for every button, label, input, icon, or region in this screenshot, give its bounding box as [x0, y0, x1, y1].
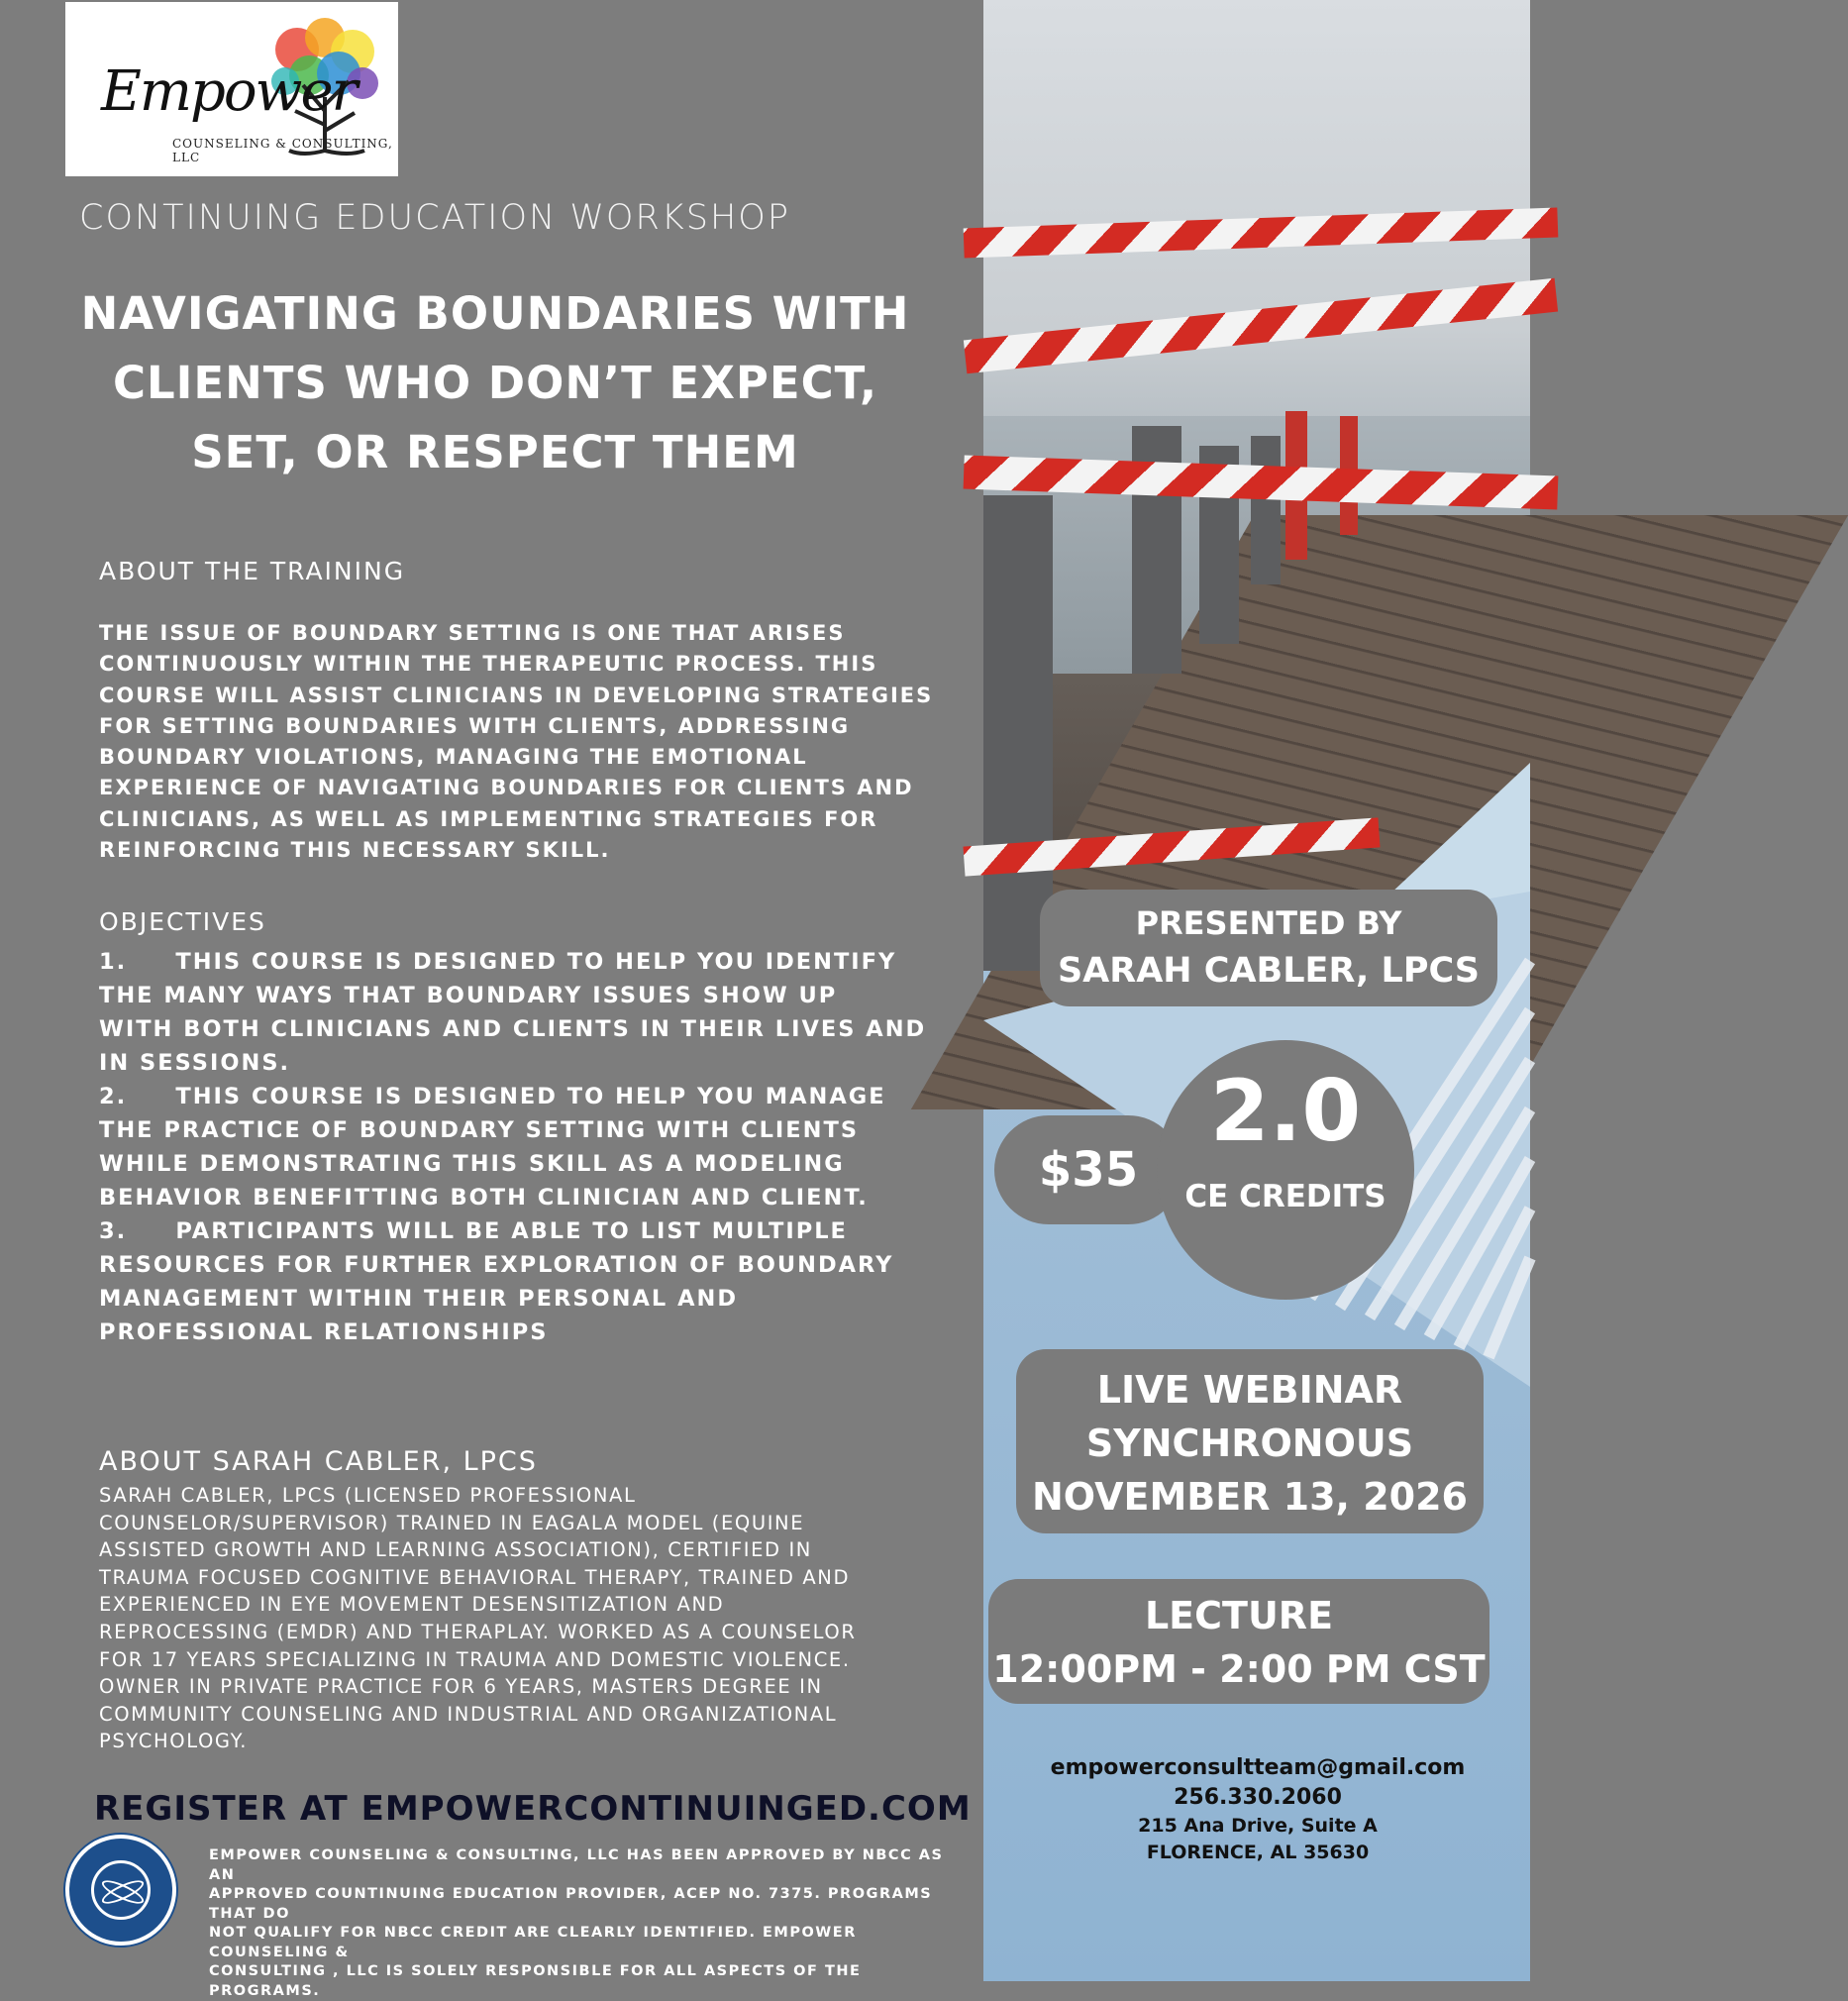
presenter-name: SARAH CABLER, LPCS: [1057, 951, 1481, 991]
text-line: FOR SETTING BOUNDARIES WITH CLIENTS, ADDRESSING: [99, 713, 851, 738]
text-line: PROFESSIONAL RELATIONSHIPS: [99, 1319, 549, 1345]
title-line: SET, OR RESPECT THEM: [191, 426, 799, 478]
about-training-heading: ABOUT THE TRAINING: [99, 557, 406, 585]
ce-credits-badge: [1157, 1040, 1414, 1300]
text-line: EXPERIENCE OF NAVIGATING BOUNDARIES FOR CLIENTS AND: [99, 776, 914, 800]
text-line: CLINICIANS, AS WELL AS IMPLEMENTING STRATEGIES FOR: [99, 806, 878, 831]
text-line: THE MANY WAYS THAT BOUNDARY ISSUES SHOW UP: [99, 983, 838, 1008]
about-presenter-heading: ABOUT SARAH CABLER, LPCS: [99, 1446, 538, 1477]
text-line: COUNSELOR/SUPERVISOR) TRAINED IN EAGALA MODEL (EQUINE: [99, 1511, 805, 1534]
contact-phone[interactable]: 256.330.2060: [1174, 1785, 1342, 1810]
text-line: 3. PARTICIPANTS WILL BE ABLE TO LIST MULTIPLE: [99, 1218, 848, 1244]
text-line: OWNER IN PRIVATE PRACTICE FOR 6 YEARS, MASTERS DEGREE IN: [99, 1675, 823, 1699]
nbcc-seal-icon: [65, 1835, 176, 1946]
text-line: REPROCESSING (EMDR) AND THERAPLAY. WORKED AS A COUNSELOR: [99, 1620, 857, 1643]
text-line: WITH BOTH CLINICIANS AND CLIENTS IN THEIR LIVES AND: [99, 1016, 927, 1042]
webinar-line: SYNCHRONOUS: [1085, 1422, 1414, 1465]
lecture-badge: [988, 1579, 1489, 1704]
lecture-time: 12:00PM - 2:00 PM CST: [992, 1647, 1486, 1691]
objectives-list: [99, 945, 961, 1349]
price-badge: $35: [994, 1115, 1182, 1224]
text-line: CONTINUOUSLY WITHIN THE THERAPEUTIC PROCESS. THIS: [99, 652, 878, 677]
workshop-eyebrow: CONTINUING EDUCATION WORKSHOP: [79, 198, 790, 238]
about-training-body: [99, 618, 951, 866]
presented-by-label: PRESENTED BY: [1135, 904, 1402, 942]
webinar-line: LIVE WEBINAR: [1096, 1368, 1403, 1412]
text-line: IN SESSIONS.: [99, 1050, 291, 1076]
lecture-label: LECTURE: [1144, 1594, 1334, 1637]
contact-address-line2: FLORENCE, AL 35630: [1146, 1842, 1370, 1863]
webinar-date: NOVEMBER 13, 2026: [1032, 1475, 1468, 1519]
presenter-bio: [99, 1482, 951, 1755]
ce-credits-label: CE CREDITS: [1184, 1179, 1386, 1214]
text-line: THE PRACTICE OF BOUNDARY SETTING WITH CLIENTS: [99, 1117, 860, 1143]
text-line: FOR 17 YEARS SPECIALIZING IN TRAUMA AND DOMESTIC VIOLENCE.: [99, 1647, 851, 1671]
text-line: BOUNDARY VIOLATIONS, MANAGING THE EMOTIONAL: [99, 745, 808, 770]
text-line: 2. THIS COURSE IS DESIGNED TO HELP YOU MANAGE: [99, 1084, 886, 1109]
text-line: ASSISTED GROWTH AND LEARNING ASSOCIATION), CERTIFIED IN: [99, 1538, 812, 1562]
text-line: WHILE DEMONSTRATING THIS SKILL AS A MODELING: [99, 1151, 845, 1177]
contact-email[interactable]: empowerconsultteam@gmail.com: [1050, 1755, 1466, 1780]
text-line: RESOURCES FOR FURTHER EXPLORATION OF BOUNDARY: [99, 1252, 894, 1278]
objectives-heading: OBJECTIVES: [99, 907, 266, 936]
text-line: BEHAVIOR BENEFITTING BOTH CLINICIAN AND CLIENT.: [99, 1185, 869, 1211]
text-line: REINFORCING THIS NECESSARY SKILL.: [99, 838, 611, 863]
text-line: COURSE WILL ASSIST CLINICIANS IN DEVELOPING STRATEGIES: [99, 683, 934, 707]
logo-subtitle: COUNSELING & CONSULTING, LLC: [172, 137, 393, 164]
logo-wordmark: Empower: [101, 59, 357, 124]
text-line: APPROVED COUNTINUING EDUCATION PROVIDER, ACEP NO. 7375. PROGRAMS THAT DO: [209, 1886, 933, 1922]
text-line: COMMUNITY COUNSELING AND INDUSTRIAL AND ORGANIZATIONAL: [99, 1702, 838, 1726]
title-line: CLIENTS WHO DON’T EXPECT,: [112, 357, 878, 409]
globe-icon: [91, 1860, 151, 1920]
register-link[interactable]: REGISTER AT EMPOWERCONTINUINGED.COM: [94, 1789, 972, 1829]
workshop-title: [40, 279, 951, 487]
text-line: TRAUMA FOCUSED COGNITIVE BEHAVIORAL THERAPY, TRAINED AND: [99, 1565, 851, 1589]
presented-by-badge: [1040, 890, 1497, 1006]
empower-logo: [65, 2, 398, 176]
text-line: 1. THIS COURSE IS DESIGNED TO HELP YOU IDENTIFY: [99, 949, 897, 975]
title-line: NAVIGATING BOUNDARIES WITH: [80, 287, 910, 340]
text-line: EXPERIENCED IN EYE MOVEMENT DESENSITIZATION AND: [99, 1593, 725, 1617]
webinar-badge: [1016, 1349, 1484, 1533]
text-line: MANAGEMENT WITHIN THEIR PERSONAL AND: [99, 1286, 738, 1312]
contact-info: [990, 1753, 1525, 1866]
text-line: CONSULTING , LLC IS SOLELY RESPONSIBLE FOR ALL ASPECTS OF THE PROGRAMS.: [209, 1963, 862, 1999]
text-line: THE ISSUE OF BOUNDARY SETTING IS ONE THAT ARISES: [99, 621, 846, 645]
contact-address-line1: 215 Ana Drive, Suite A: [1138, 1815, 1378, 1837]
nbcc-disclaimer: [209, 1846, 962, 2001]
text-line: SARAH CABLER, LPCS (LICENSED PROFESSIONAL: [99, 1484, 637, 1507]
text-line: EMPOWER COUNSELING & CONSULTING, LLC HAS BEEN APPROVED BY NBCC AS AN: [209, 1847, 944, 1883]
text-line: NOT QUALIFY FOR NBCC CREDIT ARE CLEARLY IDENTIFIED. EMPOWER COUNSELING &: [209, 1925, 857, 1960]
ce-credits-value: 2.0: [1209, 1062, 1362, 1161]
text-line: PSYCHOLOGY.: [99, 1730, 249, 1753]
